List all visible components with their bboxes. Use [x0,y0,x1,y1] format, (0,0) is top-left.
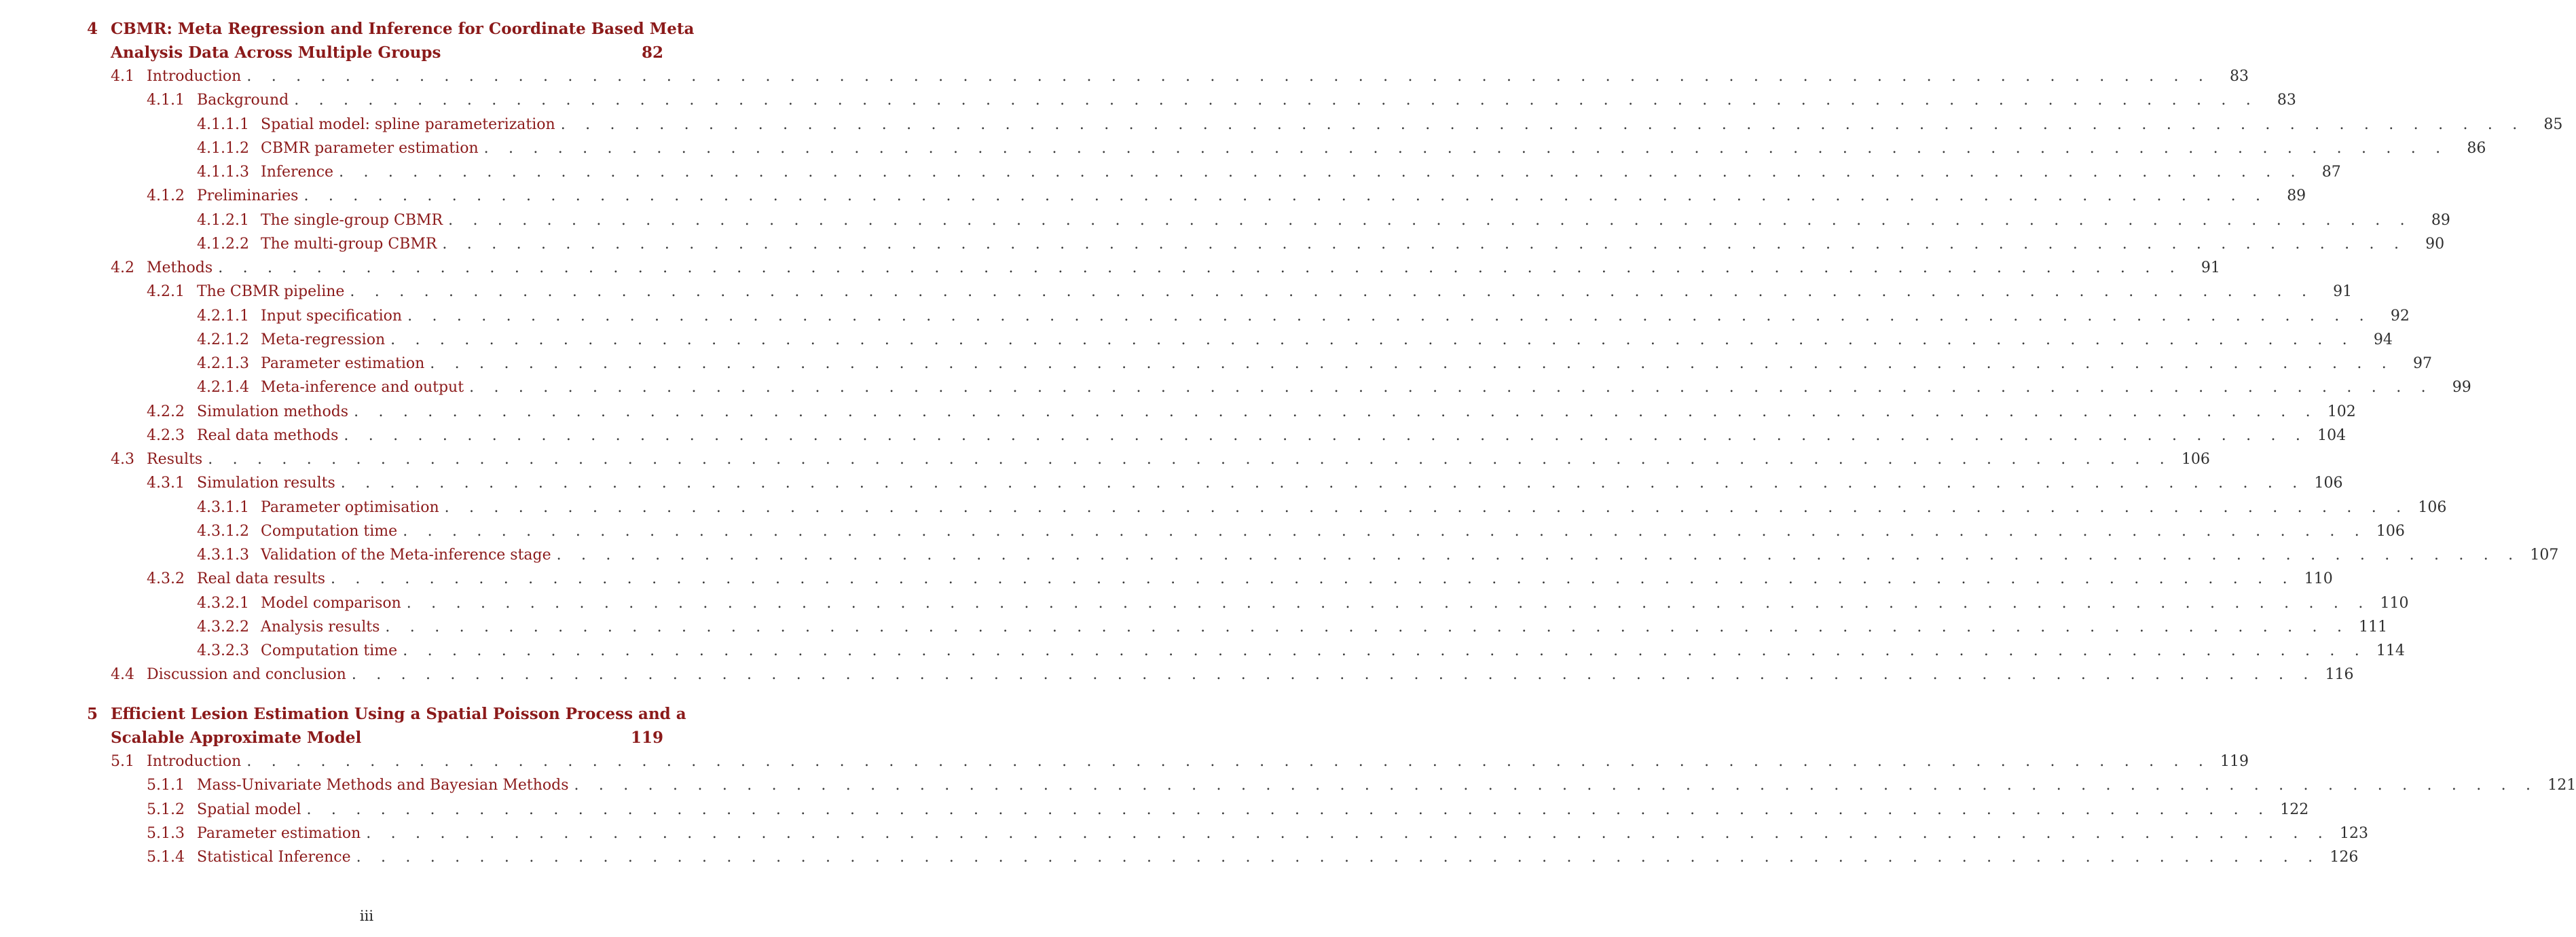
dot-leader: . . . . . . . . . . . . . . . . . . . . . . . . . . . . . . . . . . . . . . . . . . . . . . . . . . . . . . . . . . . . . . . . . . . . . . . . . . . . . . . . [469,379,2433,397]
dot-leader: . . . . . . . . . . . . . . . . . . . . . . . . . . . . . . . . . . . . . . . . . . . . . . . . . . . . . . . . . . . . . . . . . . . . . . . . . . . . . . . . [218,259,2182,276]
toc-entry-page-number: 106 [2314,475,2343,492]
toc-entry[interactable] [197,136,2486,160]
toc-entry-title: Background [197,92,289,109]
toc-entry-page-number: 126 [2330,849,2359,866]
toc-entry-number: 5.1 [111,753,134,770]
dot-leader: . . . . . . . . . . . . . . . . . . . . . . . . . . . . . . . . . . . . . . . . . . . . . . . . . . . . . . . . . . . . . . . . . . . . . . . . . . . . . . . . [448,211,2412,229]
toc-entry-page-number: 114 [2376,642,2405,659]
dot-leader: . . . . . . . . . . . . . . . . . . . . . . . . . . . . . . . . . . . . . . . . . . . . . . . . . . . . . . . . . . . . . . . . . . . . . . . . . . . . . . . . [366,824,2330,842]
dot-leader: . . . . . . . . . . . . . . . . . . . . . . . . . . . . . . . . . . . . . . . . . . . . . . . . . . . . . . . . . . . . . . . . . . . . . . . . . . . . . . . . [574,777,2539,794]
toc-entry-title: Statistical Inference [197,849,351,866]
toc-entry[interactable] [111,65,2249,88]
dot-leader: . . . . . . . . . . . . . . . . . . . . . . . . . . . . . . . . . . . . . . . . . . . . . . . . . . . . . . . . . . . . . . . . . . . . . . . . . . . . . . . . [406,594,2371,612]
toc-entry-title: Spatial model [197,801,301,818]
toc-entry[interactable] [197,352,2432,375]
toc-entry-title: Meta-inference and output [261,379,464,397]
toc-entry-number: 4.1.1.2 [197,139,249,157]
toc-entry[interactable] [197,639,2405,663]
toc-entry[interactable] [197,591,2409,615]
toc-entry[interactable] [197,208,2450,232]
dot-leader: . . . . . . . . . . . . . . . . . . . . . . . . . . . . . . . . . . . . . . . . . . . . . . . . . . . . . . . . . . . . . . . . . . . . . . . . . . . . . . . . [430,355,2394,372]
toc-entry-page-number: 89 [2431,211,2450,229]
toc-entry-page-number: 116 [2325,666,2354,684]
toc-entry-number: 4.1.2 [147,187,185,205]
toc-entry-title: Introduction [147,753,242,770]
toc-entry-page-number: 97 [2413,355,2432,372]
chapter-title-line2: Scalable Approximate Model [111,729,362,747]
toc-entry[interactable] [147,773,2576,797]
toc-entry[interactable] [197,328,2393,352]
toc-entry-title: Real data methods [197,426,339,444]
toc-entry-number: 5.1.1 [147,777,185,794]
toc-entry-page-number: 86 [2467,139,2486,157]
toc-entry-number: 4.2.1.1 [197,307,249,325]
dot-leader: . . . . . . . . . . . . . . . . . . . . . . . . . . . . . . . . . . . . . . . . . . . . . . . . . . . . . . . . . . . . . . . . . . . . . . . . . . . . . . . . [444,498,2409,516]
toc-entry-number: 4.1.2.1 [197,211,249,229]
toc-entry-title: Meta-regression [261,331,386,348]
dot-leader: . . . . . . . . . . . . . . . . . . . . . . . . . . . . . . . . . . . . . . . . . . . . . . . . . . . . . . . . . . . . . . . . . . . . . . . . . . . . . . . . [560,115,2525,133]
toc-entry-title: Spatial model: spline parameterization [261,115,555,133]
toc-entry-page-number: 111 [2359,618,2388,636]
toc-entry-title: Analysis results [261,618,380,636]
toc-entry-title: The multi-group CBMR [261,235,437,253]
toc-entry-title: Inference [261,164,334,181]
toc-entry-page-number: 104 [2317,426,2347,444]
toc-entry[interactable] [197,113,2563,136]
dot-leader: . . . . . . . . . . . . . . . . . . . . . . . . . . . . . . . . . . . . . . . . . . . . . . . . . . . . . . . . . . . . . . . . . . . . . . . . . . . . . . . . [356,849,2321,866]
dot-leader: . . . . . . . . . . . . . . . . . . . . . . . . . . . . . . . . . . . . . . . . . . . . . . . . . . . . . . . . . . . . . . . . . . . . . . . . . . . . . . . . [340,475,2305,492]
toc-entry[interactable] [111,663,2354,686]
toc-entry-title: Computation time [261,522,398,540]
toc-entry-title: Validation of the Meta-inference stage [261,547,551,564]
dot-leader: . . . . . . . . . . . . . . . . . . . . . . . . . . . . . . . . . . . . . . . . . . . . . . . . . . . . . . . . . . . . . . . . . . . . . . . . . . . . . . . . [306,801,2271,818]
toc-entry-page-number: 94 [2373,331,2393,348]
toc-entry[interactable] [111,750,2249,773]
page-number-footer: iii [359,908,374,924]
toc-entry-page-number: 110 [2380,594,2409,612]
toc-entry-number: 5.1.4 [147,849,185,866]
toc-entry[interactable] [197,160,2341,184]
toc-entry-title: Parameter estimation [261,355,425,372]
toc-entry-number: 4.1.1.1 [197,115,249,133]
toc-entry-title: Simulation methods [197,403,349,420]
toc-entry-page-number: 85 [2543,115,2563,133]
toc-entry-title: Mass-Univariate Methods and Bayesian Methods [197,777,569,794]
toc-entry-title: Parameter estimation [197,824,361,842]
toc-entry[interactable] [147,567,2333,591]
toc-entry-title: Input specification [261,307,403,325]
toc-entry-title: Introduction [147,68,242,85]
toc-entry[interactable] [147,822,2368,845]
dot-leader: . . . . . . . . . . . . . . . . . . . . . . . . . . . . . . . . . . . . . . . . . . . . . . . . . . . . . . . . . . . . . . . . . . . . . . . . . . . . . . . . [556,547,2521,564]
toc-entry-number: 4.2 [111,259,134,276]
toc-entry-title: The CBMR pipeline [197,283,345,301]
toc-entry-number: 4.3.2 [147,570,185,588]
chapter-title-line1: Efficient Lesion Estimation Using a Spatial Poisson Process and a [111,705,686,723]
dot-leader: . . . . . . . . . . . . . . . . . . . . . . . . . . . . . . . . . . . . . . . . . . . . . . . . . . . . . . . . . . . . . . . . . . . . . . . . . . . . . . . . [403,522,2367,540]
dot-leader: . . . . . . . . . . . . . . . . . . . . . . . . . . . . . . . . . . . . . . . . . . . . . . . . . . . . . . . . . . . . . . . . . . . . . . . . . . . . . . . . [246,753,2211,770]
toc-entry[interactable] [147,471,2343,495]
toc-entry-number: 5.1.2 [147,801,185,818]
dot-leader: . . . . . . . . . . . . . . . . . . . . . . . . . . . . . . . . . . . . . . . . . . . . . . . . . . . . . . . . . . . . . . . . . . . . . . . . . . . . . . . . [294,92,2258,109]
toc-entry-number: 4.1 [111,68,134,85]
toc-entry-page-number: 119 [2220,753,2249,770]
dot-leader: . . . . . . . . . . . . . . . . . . . . . . . . . . . . . . . . . . . . . . . . . . . . . . . . . . . . . . . . . . . . . . . . . . . . . . . . . . . . . . . . [483,139,2448,157]
toc-entry-number: 4.3.2.1 [197,594,249,612]
toc-entry-page-number: 106 [2181,451,2210,468]
toc-entry-number: 4.3.2.2 [197,618,249,636]
toc-entry-title: Methods [147,259,213,276]
chapter-number: 4 [87,20,98,38]
chapter-title-line2: Analysis Data Across Multiple Groups [111,43,441,62]
chapter-number: 5 [87,705,98,723]
toc-entry-number: 4.3.1.2 [197,522,249,540]
toc-entry-page-number: 102 [2327,403,2356,420]
dot-leader: . . . . . . . . . . . . . . . . . . . . . . . . . . . . . . . . . . . . . . . . . . . . . . . . . . . . . . . . . . . . . . . . . . . . . . . . . . . . . . . . [208,451,2172,468]
dot-leader: . . . . . . . . . . . . . . . . . . . . . . . . . . . . . . . . . . . . . . . . . . . . . . . . . . . . . . . . . . . . . . . . . . . . . . . . . . . . . . . . [390,331,2355,348]
toc-entry-page-number: 91 [2201,259,2220,276]
toc-entry-page-number: 90 [2425,235,2445,253]
dot-leader: . . . . . . . . . . . . . . . . . . . . . . . . . . . . . . . . . . . . . . . . . . . . . . . . . . . . . . . . . . . . . . . . . . . . . . . . . . . . . . . . [354,403,2318,420]
toc-entry[interactable] [197,304,2410,328]
toc-entry-number: 4.2.1.4 [197,379,249,397]
toc-entry-number: 4.3.1.1 [197,498,249,516]
toc-entry-number: 4.2.2 [147,403,185,420]
toc-entry-page-number: 92 [2390,307,2410,325]
dot-leader: . . . . . . . . . . . . . . . . . . . . . . . . . . . . . . . . . . . . . . . . . . . . . . . . . . . . . . . . . . . . . . . . . . . . . . . . . . . . . . . . [351,666,2316,684]
toc-entry-page-number: 87 [2321,164,2341,181]
dot-leader: . . . . . . . . . . . . . . . . . . . . . . . . . . . . . . . . . . . . . . . . . . . . . . . . . . . . . . . . . . . . . . . . . . . . . . . . . . . . . . . . [339,164,2303,181]
dot-leader: . . . . . . . . . . . . . . . . . . . . . . . . . . . . . . . . . . . . . . . . . . . . . . . . . . . . . . . . . . . . . . . . . . . . . . . . . . . . . . . . [385,618,2350,636]
toc-entry-title: Results [147,451,203,468]
toc-entry-title: CBMR parameter estimation [261,139,479,157]
toc-entry[interactable] [111,447,2210,471]
toc-entry-title: Preliminaries [197,187,299,205]
toc-entry[interactable] [197,375,2471,399]
toc-entry-page-number: 99 [2452,379,2471,397]
toc-entry-title: Computation time [261,642,398,659]
toc-entry-title: Discussion and conclusion [147,666,346,684]
dot-leader: . . . . . . . . . . . . . . . . . . . . . . . . . . . . . . . . . . . . . . . . . . . . . . . . . . . . . . . . . . . . . . . . . . . . . . . . . . . . . . . . [303,187,2268,205]
toc-entry-number: 4.3 [111,451,134,468]
toc-entry[interactable] [197,519,2405,543]
toc-entry-page-number: 107 [2530,547,2559,564]
toc-entry-number: 4.3.1.3 [197,547,249,564]
toc-entry-page-number: 106 [2418,498,2447,516]
toc-entry-title: Model comparison [261,594,401,612]
toc-entry[interactable] [197,615,2388,639]
toc-entry[interactable] [147,280,2353,304]
dot-leader: . . . . . . . . . . . . . . . . . . . . . . . . . . . . . . . . . . . . . . . . . . . . . . . . . . . . . . . . . . . . . . . . . . . . . . . . . . . . . . . . [350,283,2315,301]
dot-leader: . . . . . . . . . . . . . . . . . . . . . . . . . . . . . . . . . . . . . . . . . . . . . . . . . . . . . . . . . . . . . . . . . . . . . . . . . . . . . . . . [246,68,2211,85]
toc-entry-number: 5.1.3 [147,824,185,842]
toc-entry-title: Parameter optimisation [261,498,439,516]
dot-leader: . . . . . . . . . . . . . . . . . . . . . . . . . . . . . . . . . . . . . . . . . . . . . . . . . . . . . . . . . . . . . . . . . . . . . . . . . . . . . . . . [407,307,2372,325]
toc-entry-page-number: 83 [2277,92,2296,109]
toc-entry[interactable] [147,184,2306,208]
toc-entry-number: 4.1.1 [147,92,185,109]
chapter-page-number: 82 [641,43,663,62]
toc-entry-page-number: 110 [2304,570,2333,588]
toc-entry-number: 4.3.1 [147,475,185,492]
toc-entry[interactable] [197,232,2445,256]
toc-entry-page-number: 91 [2333,283,2353,301]
toc-entry-number: 4.2.1 [147,283,185,301]
toc-entry-page-number: 83 [2230,68,2249,85]
toc-entry-number: 4.1.1.3 [197,164,249,181]
toc-entry-page-number: 121 [2547,777,2576,794]
toc-entry-page-number: 106 [2376,522,2405,540]
dot-leader: . . . . . . . . . . . . . . . . . . . . . . . . . . . . . . . . . . . . . . . . . . . . . . . . . . . . . . . . . . . . . . . . . . . . . . . . . . . . . . . . [442,235,2407,253]
toc-entry-page-number: 89 [2287,187,2306,205]
toc-entry[interactable] [147,845,2359,869]
toc-entry-page-number: 122 [2280,801,2309,818]
toc-entry-number: 4.2.1.2 [197,331,249,348]
chapter-page-number: 119 [630,729,663,747]
dot-leader: . . . . . . . . . . . . . . . . . . . . . . . . . . . . . . . . . . . . . . . . . . . . . . . . . . . . . . . . . . . . . . . . . . . . . . . . . . . . . . . . [344,426,2308,444]
toc-entry-number: 4.2.3 [147,426,185,444]
toc-entry-title: The single-group CBMR [261,211,443,229]
toc-entry[interactable] [147,798,2309,822]
toc-entry[interactable] [111,256,2220,280]
toc-entry-title: Real data results [197,570,326,588]
toc-entry-number: 4.3.2.3 [197,642,249,659]
toc-entry-number: 4.1.2.2 [197,235,249,253]
toc-entry-number: 4.4 [111,666,134,684]
dot-leader: . . . . . . . . . . . . . . . . . . . . . . . . . . . . . . . . . . . . . . . . . . . . . . . . . . . . . . . . . . . . . . . . . . . . . . . . . . . . . . . . [403,642,2367,659]
toc-entry[interactable] [147,424,2347,447]
toc-entry-page-number: 123 [2340,824,2368,842]
toc-entry[interactable] [147,400,2356,424]
toc-entry[interactable] [197,496,2447,519]
toc-entry[interactable] [147,88,2296,112]
toc-entry-number: 4.2.1.3 [197,355,249,372]
toc-entry[interactable] [197,543,2559,567]
toc-entry-title: Simulation results [197,475,335,492]
chapter-title-line1: CBMR: Meta Regression and Inference for Coordinate Based Meta [111,20,695,38]
dot-leader: . . . . . . . . . . . . . . . . . . . . . . . . . . . . . . . . . . . . . . . . . . . . . . . . . . . . . . . . . . . . . . . . . . . . . . . . . . . . . . . . [331,570,2295,588]
